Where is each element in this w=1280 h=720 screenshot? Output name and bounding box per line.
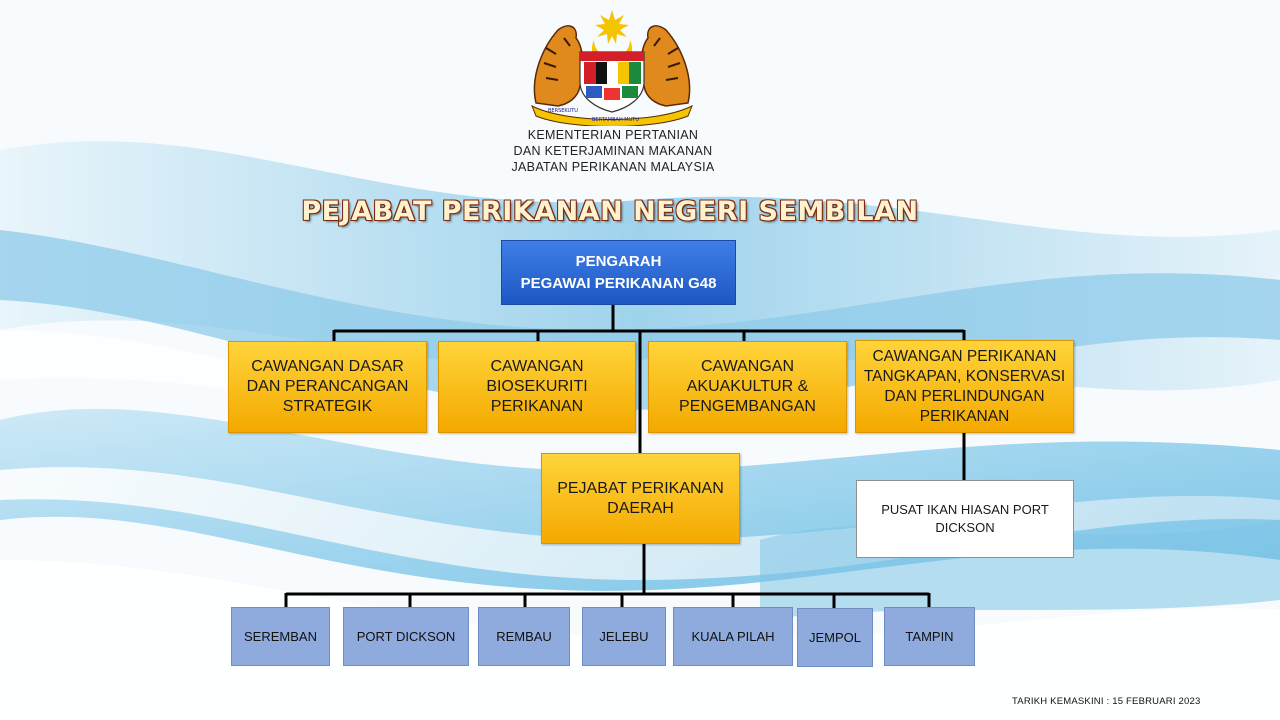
box-label: PERIKANAN [490,398,584,415]
box-label: DICKSON [935,520,995,535]
ministry-line: DAN KETERJAMINAN MAKANAN [513,144,713,158]
box-label: SEREMBAN [244,629,317,644]
box-label: DAN PERLINDUNGAN [884,387,1045,405]
ministry-line: JABATAN PERIKANAN MALAYSIA [511,160,715,174]
box-label: JELEBU [599,629,649,644]
district-box [343,607,469,666]
district-box [884,607,975,666]
box-label: PUSAT IKAN HIASAN PORT [881,502,1049,517]
box-label: BIOSEKURITI [486,378,588,395]
box-label: REMBAU [496,629,552,644]
box-label: AKUAKULTUR & [686,378,809,395]
box-label: PORT DICKSON [356,629,456,644]
box-label: PEJABAT PERIKANAN [557,479,724,497]
ministry-line: KEMENTERIAN PERTANIAN [527,128,699,142]
crest-motto-left: BERSEKUTU [548,108,578,114]
branch-box-biosecurity [438,341,636,433]
district-box [673,607,793,666]
crest-motto-center: BERTAMBAH MUTU [592,117,639,123]
page-title: PEJABAT PERIKANAN NEGERI SEMBILAN [301,196,919,227]
box-label: STRATEGIK [282,398,373,415]
box-label: PENGARAH [575,252,662,270]
box-label: PEGAWAI PERIKANAN G48 [520,274,717,292]
district-box [797,608,873,667]
box-label: CAWANGAN DASAR [251,358,404,375]
director-box [501,240,736,305]
box-label: CAWANGAN [490,358,584,375]
last-updated-label: TARIKH KEMASKINI : 15 FEBRUARI 2023 [1012,696,1201,707]
branch-box-capture-conservation [855,340,1074,433]
box-label: DAERAH [607,499,674,517]
box-label: JEMPOL [808,630,861,645]
box-label: PERIKANAN [919,407,1010,425]
box-label: TANGKAPAN, KONSERVASI [863,367,1066,385]
branch-box-policy-planning [228,341,427,433]
box-label: KUALA PILAH [691,629,775,644]
ornamental-fish-centre-box [856,480,1074,558]
box-label: DAN PERANCANGAN [246,378,409,395]
box-label: PENGEMBANGAN [679,398,816,415]
district-box [478,607,570,666]
district-box [582,607,666,666]
box-label: TAMPIN [905,629,954,644]
box-label: CAWANGAN [700,358,795,375]
box-label: CAWANGAN PERIKANAN [872,347,1057,365]
district-office-box [541,453,740,544]
ministry-name [440,127,786,175]
branch-box-aquaculture [648,341,847,433]
malaysia-coat-of-arms-icon [528,8,696,126]
district-box [231,607,330,666]
